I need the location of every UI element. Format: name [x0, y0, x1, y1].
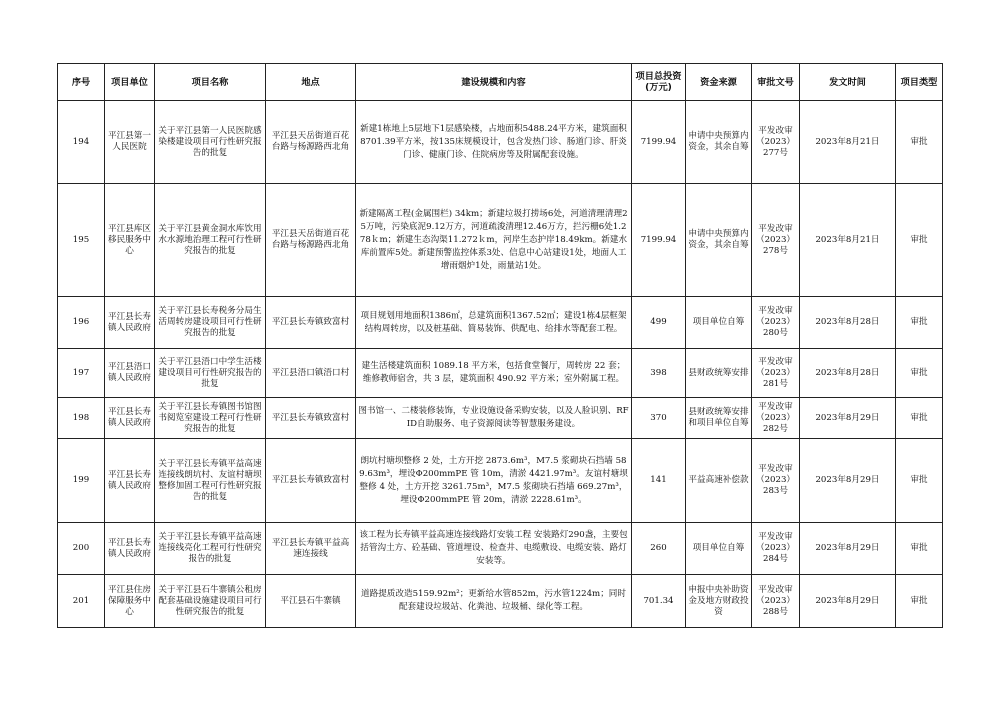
cell-unit: 平江县第一人民医院	[105, 101, 155, 184]
cell-date: 2023年8月21日	[800, 184, 896, 297]
cell-content: 新建隔离工程(金属围栏) 34km；新建垃圾打捞场6处，河道清理清理25万吨，污染底泥9.12万方，河道疏浚清理12.46万方，拦污栅6处1.278ｋm；新建生态沟渠11.272ｋm，河岸生态护岸18.49km。新建水库前置库5处。新建预警监控体系3处、信息中心站建设1处，地面人工增雨烟炉1处，雨量站1处。	[356, 184, 632, 297]
header-row	[58, 64, 943, 101]
cell-fund: 平益高速补偿款	[686, 439, 752, 523]
cell-no: 195	[58, 184, 105, 297]
header-cell-fund: 资金来源	[686, 64, 752, 101]
cell-name: 关于平江县黄金洞水库饮用水水源地治理工程可行性研究报告的批复	[155, 184, 266, 297]
cell-fund: 项目单位自筹	[686, 523, 752, 575]
cell-invest: 7199.94	[632, 101, 686, 184]
cell-place: 平江县长寿镇平益高速连接线	[266, 523, 356, 575]
cell-fund: 项目单位自筹	[686, 297, 752, 349]
cell-name: 关于平江县浯口中学生活楼建设项目可行性研究报告的批复	[155, 349, 266, 398]
cell-type: 审批	[896, 184, 943, 297]
cell-place: 平江县长寿镇致富村	[266, 297, 356, 349]
cell-place: 平江县浯口镇浯口村	[266, 349, 356, 398]
cell-place: 平江县天岳街道百花台路与杨源路西北角	[266, 184, 356, 297]
cell-no: 199	[58, 439, 105, 523]
cell-date: 2023年8月29日	[800, 575, 896, 628]
cell-date: 2023年8月28日	[800, 349, 896, 398]
cell-no: 200	[58, 523, 105, 575]
cell-approval: 平发改审（2023）288号	[752, 575, 800, 628]
cell-approval: 平发改审（2023）283号	[752, 439, 800, 523]
cell-no: 201	[58, 575, 105, 628]
cell-content: 该工程为长寿镇平益高速连接线路灯安装工程 安装路灯290盏，主要包括管沟土方、砼基础、管道埋设、检查井、电缆敷设、电缆安装、路灯安装等。	[356, 523, 632, 575]
cell-type: 审批	[896, 297, 943, 349]
cell-fund: 县财政统筹安排	[686, 349, 752, 398]
cell-unit: 平江县库区移民服务中心	[105, 184, 155, 297]
cell-invest: 499	[632, 297, 686, 349]
cell-date: 2023年8月29日	[800, 439, 896, 523]
cell-date: 2023年8月29日	[800, 523, 896, 575]
cell-invest: 260	[632, 523, 686, 575]
header-cell-approval: 审批文号	[752, 64, 800, 101]
approval-table	[57, 63, 943, 628]
table-row	[58, 398, 943, 439]
cell-invest: 398	[632, 349, 686, 398]
cell-approval: 平发改审（2023）281号	[752, 349, 800, 398]
cell-type: 审批	[896, 523, 943, 575]
cell-type: 审批	[896, 439, 943, 523]
cell-name: 关于平江县石牛寨镇公租房配套基础设施建设项目可行性研究报告的批复	[155, 575, 266, 628]
cell-invest: 7199.94	[632, 184, 686, 297]
cell-unit: 平江县长寿镇人民政府	[105, 297, 155, 349]
cell-type: 审批	[896, 349, 943, 398]
cell-place: 平江县天岳街道百花台路与杨源路西北角	[266, 101, 356, 184]
cell-content: 道路提质改造5159.92m²；更新给水管852m，污水管1224m；同时配套建设垃圾站、化粪池、垃圾桶、绿化等工程。	[356, 575, 632, 628]
cell-name: 关于平江县长寿镇平益高速连接线朗坑村、友谊村塘坝整修加固工程可行性研究报告的批复	[155, 439, 266, 523]
cell-place: 平江县长寿镇致富村	[266, 398, 356, 439]
cell-content: 建生活楼建筑面积 1089.18 平方米，包括食堂餐厅，周转房 22 套；维修教师宿舍，共 3 层，建筑面积 490.92 平方米；室外附属工程。	[356, 349, 632, 398]
cell-approval: 平发改审（2023）277号	[752, 101, 800, 184]
header-cell-type: 项目类型	[896, 64, 943, 101]
cell-date: 2023年8月21日	[800, 101, 896, 184]
cell-no: 194	[58, 101, 105, 184]
table-row	[58, 575, 943, 628]
cell-name: 关于平江县第一人民医院感染楼建设项目可行性研究报告的批复	[155, 101, 266, 184]
cell-type: 审批	[896, 398, 943, 439]
cell-content: 项目规划用地面积1386㎡，总建筑面积1367.52㎡；建设1栋4层框架结构周转房，以及桩基础、简易装饰、供配电、给排水等配套工程。	[356, 297, 632, 349]
cell-unit: 平江县住房保障服务中心	[105, 575, 155, 628]
cell-invest: 370	[632, 398, 686, 439]
cell-content: 朗坑村塘坝整修 2 处，土方开挖 2873.6m³，M7.5 浆砌块石挡墙 589.63m³，埋设Φ200mmPE 管 10m，清淤 4421.97m³。友谊村塘坝整修 4 处，土方开挖 3261.75m³，M7.5 浆砌块石挡墙 669.27m³，埋设Φ200mmPE 管 20m，清淤 2228.61m³。	[356, 439, 632, 523]
cell-content: 新建1栋地上5层地下1层感染楼，占地面积5488.24平方米，建筑面积8701.39平方米，按135床规模设计，包含发热门诊、肠道门诊、肝炎门诊、健康门诊、住院病房等及附属配套设施。	[356, 101, 632, 184]
header-cell-place: 地点	[266, 64, 356, 101]
cell-content: 图书馆一、二楼装修装饰，专业设施设备采购安装，以及人脸识别、RFID自助服务、电子资源阅读等智慧服务建设。	[356, 398, 632, 439]
cell-name: 关于平江县长寿税务分局生活周转房建设项目可行性研究报告的批复	[155, 297, 266, 349]
cell-no: 198	[58, 398, 105, 439]
cell-type: 审批	[896, 575, 943, 628]
header-cell-content: 建设规模和内容	[356, 64, 632, 101]
cell-date: 2023年8月29日	[800, 398, 896, 439]
header-cell-name: 项目名称	[155, 64, 266, 101]
cell-unit: 平江县浯口镇人民政府	[105, 349, 155, 398]
header-cell-date: 发文时间	[800, 64, 896, 101]
cell-invest: 701.34	[632, 575, 686, 628]
header-cell-no: 序号	[58, 64, 105, 101]
table-row	[58, 349, 943, 398]
cell-unit: 平江县长寿镇人民政府	[105, 523, 155, 575]
cell-name: 关于平江县长寿镇平益高速连接线亮化工程可行性研究报告的批复	[155, 523, 266, 575]
cell-approval: 平发改审（2023）278号	[752, 184, 800, 297]
cell-name: 关于平江县长寿镇图书馆图书阅览室建设工程可行性研究报告的批复	[155, 398, 266, 439]
cell-no: 197	[58, 349, 105, 398]
header-cell-unit: 项目单位	[105, 64, 155, 101]
cell-unit: 平江县长寿镇人民政府	[105, 439, 155, 523]
cell-approval: 平发改审（2023）284号	[752, 523, 800, 575]
table-row	[58, 101, 943, 184]
table-row	[58, 297, 943, 349]
cell-type: 审批	[896, 101, 943, 184]
table-row	[58, 439, 943, 523]
cell-unit: 平江县长寿镇人民政府	[105, 398, 155, 439]
cell-fund: 申请中央预算内资金，其余自筹	[686, 101, 752, 184]
table-row	[58, 523, 943, 575]
cell-approval: 平发改审（2023）280号	[752, 297, 800, 349]
cell-fund: 县财政统筹安排和项目单位自筹	[686, 398, 752, 439]
cell-fund: 申请中央预算内资金，其余自筹	[686, 184, 752, 297]
cell-invest: 141	[632, 439, 686, 523]
table-row	[58, 184, 943, 297]
cell-date: 2023年8月28日	[800, 297, 896, 349]
cell-place: 平江县石牛寨镇	[266, 575, 356, 628]
cell-place: 平江县长寿镇致富村	[266, 439, 356, 523]
cell-approval: 平发改审（2023）282号	[752, 398, 800, 439]
cell-no: 196	[58, 297, 105, 349]
header-cell-invest: 项目总投资(万元)	[632, 64, 686, 101]
cell-fund: 申报中央补助资金及地方财政投资	[686, 575, 752, 628]
